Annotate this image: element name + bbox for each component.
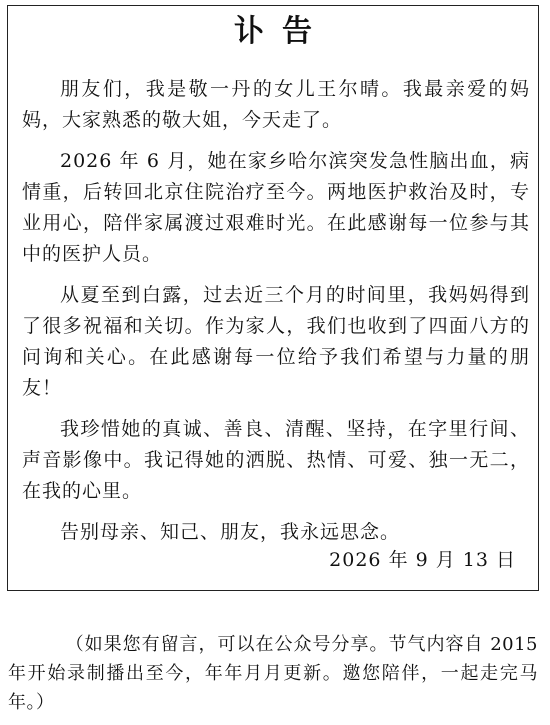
obituary-notice (7, 5, 539, 591)
notice-body (22, 74, 530, 558)
notice-paragraph-5: 告别母亲、知己、朋友，我永远思念。 (60, 521, 401, 543)
notice-title: 讣告 (234, 14, 330, 49)
footnote-text: （如果您有留言，可以在公众号分享。节气内容自 2015 年开始录制播出至今，年年月月更新。邀您陪伴，一起走完马年。） (8, 634, 538, 713)
notice-paragraph-4: 我珍惜她的真诚、善良、清醒、坚持，在字里行间、声音影像中。我记得她的洒脱、热情、可爱、独一无二，在我的心里。 (22, 418, 530, 502)
notice-date: 2026 年 9 月 13 日 (329, 549, 516, 571)
notice-paragraph-2: 2026 年 6 月，她在家乡哈尔滨突发急性脑出血，病情重，后转回北京住院治疗至今。两地医护救治及时，专业用心，陪伴家属渡过艰难时光。在此感谢每一位参与其中的医护人员。 (22, 150, 530, 265)
notice-paragraph-3: 从夏至到白露，过去近三个月的时间里，我妈妈得到了很多祝福和关切。作为家人，我们也收到了四面八方的问询和关心。在此感谢每一位给予我们希望与力量的朋友！ (22, 284, 530, 399)
notice-paragraph-1: 朋友们，我是敬一丹的女儿王尔晴。我最亲爱的妈妈，大家熟悉的敬大姐，今天走了。 (22, 78, 530, 131)
